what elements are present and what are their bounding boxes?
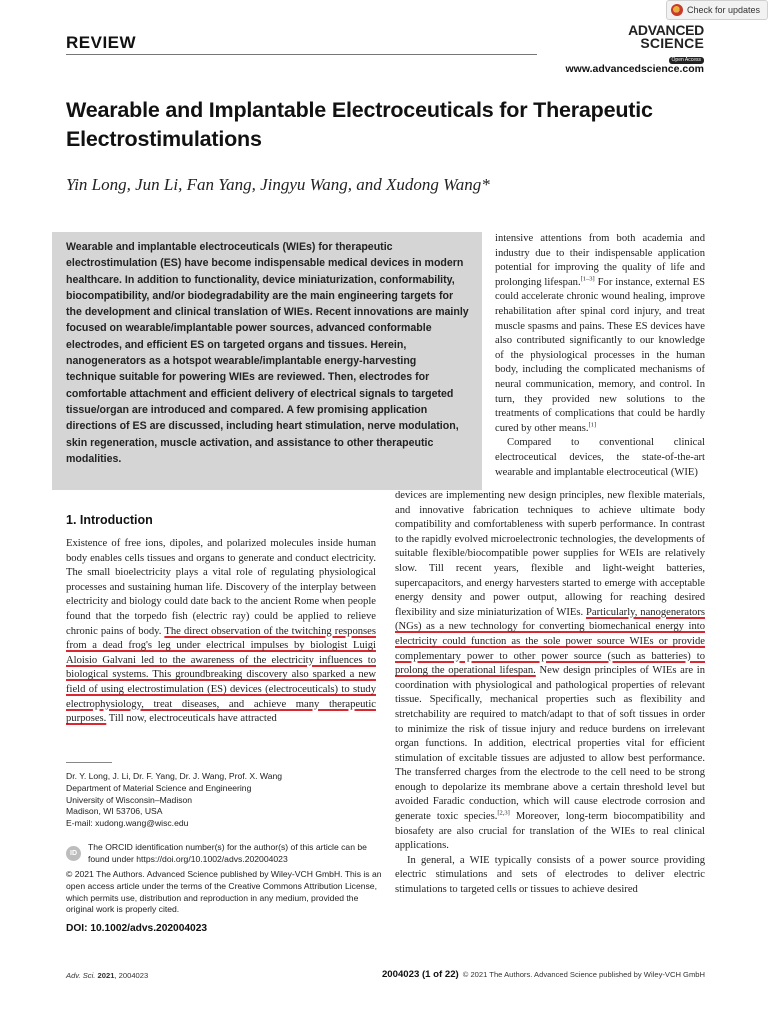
journal-url-link[interactable]: www.advancedscience.com [565, 63, 704, 75]
affiliation-names: Dr. Y. Long, J. Li, Dr. F. Yang, Dr. J. Wang, Prof. X. Wang [66, 771, 283, 781]
orcid-icon: ID [66, 846, 81, 861]
crossmark-icon [671, 4, 683, 16]
header-divider [66, 54, 537, 55]
orcid-note [66, 842, 378, 866]
right-column-top [495, 232, 705, 480]
article-title: Wearable and Implantable Electroceuticals for Therapeutic Electrostimulations [66, 98, 653, 151]
left-column-intro [66, 537, 376, 727]
license-text: © 2021 The Authors. Advanced Science published by Wiley-VCH GmbH. This is an open access article under the terms of the Creative Commons Attribution License, which permits use, distribution and reproduction in any medium, provided the original work is properly cited. [66, 869, 382, 915]
affiliation-city: Madison, WI 53706, USA [66, 806, 163, 817]
affiliation-university: University of Wisconsin–Madison [66, 794, 193, 805]
affiliation-department: Department of Material Science and Engineering [66, 782, 252, 793]
abstract-text: Wearable and implantable electroceuticals (WIEs) for therapeutic electrostimulation (ES) have become indispensable medical devices in modern healthcare. In addition to functionality, device miniaturization, conformability, biocompatibility, and/or biodegradability are the main engineering targets for the development and clinical translation of WIEs. Recent innovations are mainly focused on wearable/implantable power sources, advanced conformable electrodes, and efficient ES on targeted organs and tissues. Herein, nanogenerators as a hotspot wearable/implantable energy-harvesting technique suitable for powering WIEs are reviewed. Then, electrodes for comfortable attachment and efficient delivery of electrical signals to targeted tissue/organ are introduced and compared. A few promising application directions of ES are discussed, including heart stimulation, nerve modulation, skin regeneration, muscle activation, and assistance to other therapeutic modalities. [66, 241, 469, 465]
author-list: Yin Long, Jun Li, Fan Yang, Jingyu Wang, and Xudong Wang* [66, 175, 490, 194]
journal-logo [604, 24, 704, 64]
footer-copyright: © 2021 The Authors. Advanced Science published by Wiley-VCH GmbH [462, 970, 705, 979]
section-heading-introduction: 1. Introduction [66, 513, 153, 527]
footnote-divider [66, 762, 112, 763]
text-run: Moreover, long-term biocompatibility and biosafety are also crucial for translation of the WIEs to real clinical applications. [395, 811, 705, 852]
text-run: Till now, electroceuticals have attracted [106, 713, 277, 725]
check-for-updates-button[interactable] [666, 0, 768, 20]
intro-paragraph-3: In general, a WIE typically consists of a power source providing electric stimulations and sets of electrodes to deliver electric stimulations to targeted cells or tissues to achieve desired [395, 854, 705, 896]
intro-paragraph-1 [66, 537, 376, 727]
footer-article-number: , 2004023 [114, 971, 149, 980]
journal-logo-line1: ADVANCED [628, 22, 704, 38]
citation-ref[interactable]: [2,3] [497, 809, 510, 817]
highlighted-text: The direct observation of the twitching responses from a dead frog's leg under electrical impulses by biologist Luigi Aloisio Galvani led to the awareness of the electricity influences to biological systems. This groundbreaking discovery also sparked a new field of using electrostimulation (ES) devices (electroceuticals) to study electrophysiology, treat diseases, and achieve many therapeutic purposes. [66, 625, 376, 725]
text-run: devices are implementing new design principles, new flexible materials, and innovative fabrication techniques to achieve ultimate body compatibility and comfortableness with superb performance. In contrast to the rapidly evolved microelectronic technologies, the developments of suitable flexible/biocompatible power supplies for WEIs are relatively slow. Till recent years, flexible and light-weight batteries, supercapacitors, and energy harvesters started to emerge with acceptable energy density and power output, allowing for reaching desired flexibility and size miniaturization of WIEs. [395, 490, 705, 618]
text-run: For instance, external ES could accelerate chronic wound healing, improve rehabilitation after spinal cord injury, and treat muscle spasms and pains. These ES devices have also contributed significantly to our knowledge of the physiological processes in the human body, including the complicated mechanisms of neural communication, memory, and control. In turn, they provided new solutions to the treatments of complications that could be hardly cured by other means. [495, 276, 705, 434]
footer-journal: Adv. Sci. [66, 971, 96, 980]
highlighted-text: Particularly, nanogenerators (NGs) as a new technology for converting biomechanical energy into electricity could function as the sole power source WIEs or provide complementary power to other power source (such as batteries) to prolong the operational lifespan. [395, 606, 705, 677]
doi-link[interactable]: DOI: 10.1002/advs.202004023 [66, 923, 208, 934]
abstract-box [52, 232, 482, 490]
right-column-main [395, 489, 705, 898]
section-label: REVIEW [66, 33, 137, 52]
citation-ref[interactable]: [1–3] [580, 275, 595, 283]
intro-paragraph-2-start [495, 436, 705, 480]
intro-paragraph-continued [495, 232, 705, 436]
text-run: Existence of free ions, dipoles, and polarized molecules inside human body enables cells tissues and organs to generate and conduct electricity. The small bioelectricity plays a vital role of regulating physiological processes and sustaining human life. Discovery of the interplay between electricity and biology could date back to the ancient Rome when people found that the torpedo fish (electric ray) could be applied to relieve chronic pains of body. [66, 538, 376, 637]
page-number: 2004023 (1 of 22) [381, 969, 459, 980]
check-for-updates-label: Check for updates [687, 5, 761, 15]
journal-logo-line2: SCIENCE [640, 35, 704, 51]
orcid-text[interactable]: The ORCID identification number(s) for the author(s) of this article can be found under https://doi.org/10.1002/advs.202004023 [88, 842, 367, 864]
text-run: New design principles of WIEs are in coordination with physiological and pathological properties of relevant tissue. Specifically, mechanical properties such as flexibility and stretchability are required to match/adapt to that of soft tissues in order to minimize the risk of tissue injury and reduce burdens on irrelevant organ functions. In addition, electrical properties vital for efficient stimulation of excitable tissues are adjusted to allow best performance. The transferred charges from the electrode to the cell need to be strong enough to depolarize its membrane above a certain threshold level but avoided Faradic conduction, which will cause electrode corrosion and generate toxic species. [395, 665, 705, 823]
intro-paragraph-2 [395, 489, 705, 854]
citation-ref[interactable]: [1] [588, 421, 597, 429]
footer-citation [66, 971, 148, 980]
affiliation-email[interactable]: E-mail: xudong.wang@wisc.edu [66, 818, 189, 829]
footer-page-info [340, 969, 705, 980]
affiliation-block [66, 771, 386, 830]
footer-year: 2021 [97, 971, 115, 980]
text-run: intensive attentions from both academia and industry due to their indispensable application potential for improving the quality of life and prolonging lifespan. [495, 233, 705, 288]
text-run: Compared to conventional clinical electroceutical devices, the state-of-the-art wearable and implantable electroceutical (WIE) [495, 437, 705, 478]
open-access-badge: Open Access [669, 57, 704, 64]
